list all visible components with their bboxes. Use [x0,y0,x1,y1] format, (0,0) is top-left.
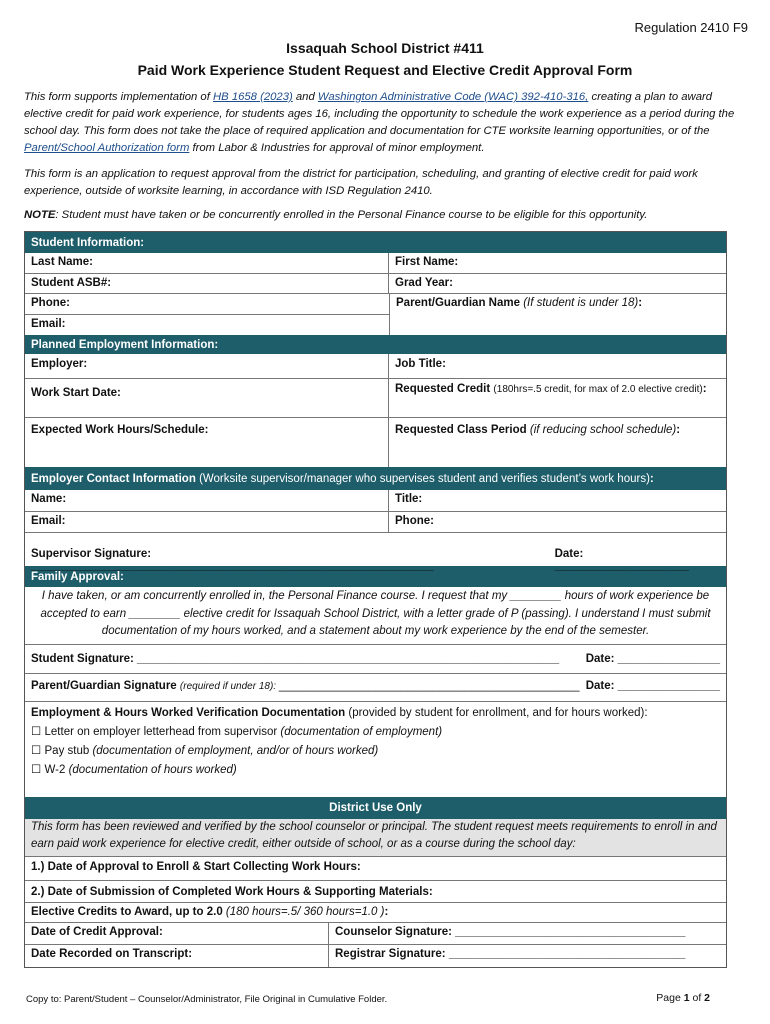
student-asb-row [25,273,726,293]
intro-paragraph-2: This form is an application to request approval from the district for participation, scheduling, and granting of elective credit for paid work experience, outside of worksite learning, in accordance with ISD Regulation 2410. [24,168,698,197]
student-name-row [25,253,726,273]
supervisor-signature-row [25,532,726,572]
approval-date-field[interactable]: 1.) Date of Approval to Enroll & Start Collecting Work Hours: [25,856,726,880]
asb-field[interactable]: Student ASB#: [25,274,389,293]
supervisor-name-field[interactable]: Name: [25,490,389,511]
copy-distribution-note: Copy to: Parent/Student – Counselor/Administrator, File Original in Cumulative Folder. [26,994,388,1005]
transcript-row [25,944,726,967]
transcript-date-field[interactable]: Date Recorded on Transcript: [25,945,329,967]
guardian-name-field[interactable]: Parent/Guardian Name (If student is under 18): [396,297,643,309]
hb-1658-link[interactable]: HB 1658 (2023) [213,91,293,103]
email-field[interactable]: Email: [31,318,66,330]
family-statement: I have taken, or am concurrently enrolled in, the Personal Finance course. I request that my ________ hours of work experience be accepted to earn ________ elective credit for Issaquah School District, with a letter grade of P (passing). I understand I must submit documentation of my hours worked, and a statement about my work experience by the end of the semester. [40,590,711,637]
guardian-signature-field[interactable]: Parent/Guardian Signature (required if under 18): _______________________________________________ [31,680,580,692]
supervisor-email-field[interactable]: Email: [25,512,389,532]
guardian-date-field[interactable]: Date: ________________ [585,680,720,692]
employment-info-header: Planned Employment Information: [25,335,726,354]
district-title: Issaquah School District #411 [286,40,484,56]
phone-field[interactable]: Phone: [25,294,389,315]
work-hours-field[interactable]: Expected Work Hours/Schedule: [25,418,389,467]
authorization-form-link[interactable]: Parent/School Authorization form [24,142,190,154]
student-contact-row [25,293,726,335]
class-period-field[interactable]: Requested Class Period (if reducing school schedule): [395,424,681,436]
job-title-field[interactable]: Job Title: [395,358,446,370]
documentation-title: Employment & Hours Worked Verification Documentation (provided by student for enrollment, and for hours worked): [31,707,648,719]
intro-paragraph-1: This form supports implementation of HB 1658 (2023) and Washington Administrative Code (WAC) 392-410-316, creating a plan to award elective credit for paid work experience, for students ages 16, including the opportunity to schedule the work experience as a period during the school day. This form does not take the place of required application and documentation for CTE worksite learning opportunities, or of the Parent/School Authorization form from Labor & Industries for approval of minor employment. [24,91,735,154]
application-form [24,231,727,968]
doc-item-w2[interactable]: ☐ W-2 (documentation of hours worked) [31,764,237,776]
checkbox-icon[interactable]: ☐ [31,764,42,776]
eligibility-note: NOTE: Student must have taken or be concurrently enrolled in the Personal Finance course to be eligible for this opportunity. [24,209,648,221]
requested-credit-field[interactable]: Requested Credit (180hrs=.5 credit, for max of 2.0 elective credit): [395,383,707,395]
student-info-header: Student Information: [25,232,726,253]
student-date-field[interactable]: Date: ________________ [585,653,720,665]
first-name-field[interactable]: First Name: [395,256,459,268]
registrar-signature-field[interactable]: Registrar Signature: _____________________________________ [335,948,686,960]
regulation-number: Regulation 2410 F9 [634,20,748,35]
supervisor-name-row [25,490,726,511]
supervisor-contact-row [25,511,726,532]
doc-item-paystub[interactable]: ☐ Pay stub (documentation of employment, and/or of hours worked) [31,745,379,757]
district-statement: This form has been reviewed and verified by the school counselor or principal. The student request meets requirements to enroll in and earn paid work experience for elective credit, either outside of school, or as a course during the school day: [25,819,726,856]
last-name-field[interactable]: Last Name: [25,253,389,273]
supervisor-signature-field[interactable]: Supervisor Signature: _______________________________________________________________ [31,548,434,572]
checkbox-icon[interactable]: ☐ [31,745,42,757]
guardian-signature-row [25,673,726,701]
student-signature-row [25,644,726,673]
employer-field[interactable]: Employer: [25,354,389,378]
elective-credits-field[interactable]: Elective Credits to Award, up to 2.0 (180 hours=.5/ 360 hours=1.0 ): [25,902,726,922]
employer-row [25,354,726,378]
district-use-header: District Use Only [25,797,726,819]
supervisor-date-field[interactable]: Date: _____________________ [554,548,689,572]
wac-link[interactable]: Washington Administrative Code (WAC) 392-410-316, [317,91,589,103]
work-start-date-field[interactable]: Work Start Date: [25,379,389,417]
schedule-row [25,417,726,467]
grad-year-field[interactable]: Grad Year: [395,277,453,289]
doc-item-letter[interactable]: ☐ Letter on employer letterhead from supervisor (documentation of employment) [31,726,443,738]
start-date-row [25,378,726,417]
student-signature-field[interactable]: Student Signature: __________________________________________________________________ [31,653,560,665]
credit-approval-row [25,922,726,944]
supervisor-title-field[interactable]: Title: [395,493,423,505]
checkbox-icon[interactable]: ☐ [31,726,42,738]
supervisor-phone-field[interactable]: Phone: [395,515,434,527]
page-number: Page 1 of 2 [656,992,710,1004]
form-title: Paid Work Experience Student Request and Elective Credit Approval Form [137,62,633,78]
counselor-signature-field[interactable]: Counselor Signature: ____________________________________ [335,926,686,938]
employer-contact-header: Employer Contact Information (Worksite supervisor/manager who supervises student and verifies student’s work hours) : [25,467,726,490]
family-approval-header: Family Approval: [25,566,726,587]
credit-approval-date-field[interactable]: Date of Credit Approval: [25,923,329,944]
submission-date-field[interactable]: 2.) Date of Submission of Completed Work Hours & Supporting Materials: [25,880,726,902]
documentation-section [25,701,726,797]
